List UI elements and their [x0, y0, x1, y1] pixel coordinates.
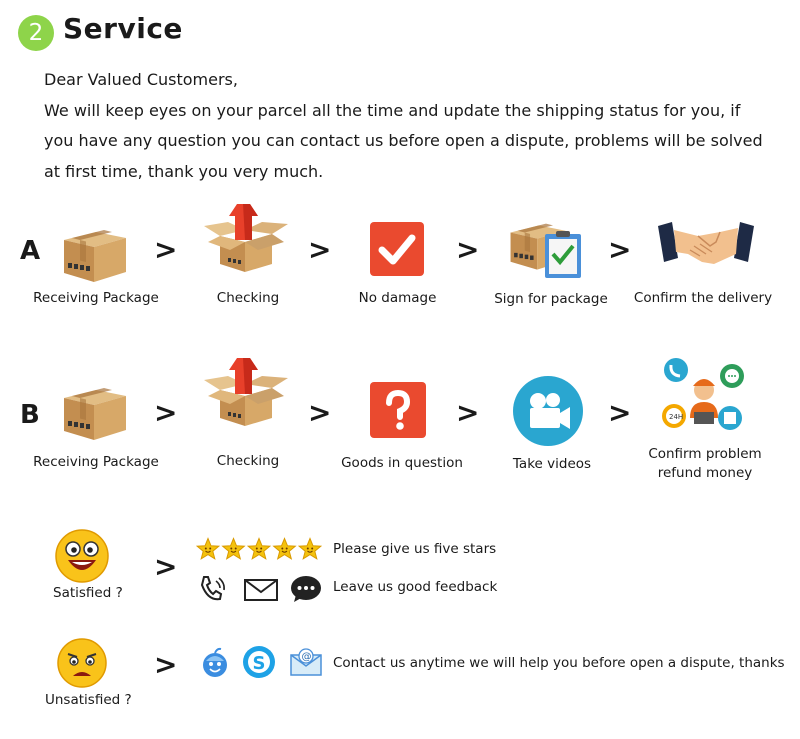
envelope-icon	[244, 579, 278, 601]
contact-text: Contact us anytime we will help you before open a dispute, thanks	[333, 655, 785, 671]
svg-text:@: @	[301, 651, 312, 663]
arrow-icon: >	[154, 648, 178, 681]
satisfied-label: Satisfied ?	[53, 585, 123, 601]
svg-text:S: S	[252, 653, 266, 674]
svg-text:24H: 24H	[669, 413, 684, 421]
step-checking-label: Checking	[216, 290, 280, 306]
intro-line: at first time, thank you very much.	[44, 161, 324, 181]
package-box-icon	[60, 380, 130, 442]
open-box-arrow-icon	[200, 200, 290, 275]
red-checkmark-icon	[370, 222, 424, 276]
row-b-letter: B	[20, 400, 40, 430]
intro-line: you have any question you can contact us before open a dispute, problems will be solved	[44, 131, 763, 150]
skype-icon	[242, 645, 276, 679]
arrow-icon: >	[456, 233, 480, 266]
arrow-icon: >	[308, 396, 332, 429]
row-a-letter: A	[20, 236, 41, 266]
arrow-icon: >	[154, 233, 178, 266]
open-box-arrow-icon	[200, 354, 290, 429]
step-checking-label: Checking	[216, 453, 280, 469]
arrow-icon: >	[154, 396, 178, 429]
email-at-icon	[289, 647, 323, 677]
chat-bubble-icon	[290, 575, 322, 603]
qq-icon	[200, 647, 230, 679]
section-title: Service	[63, 12, 183, 45]
step-goods-in-question-label: Goods in question	[341, 455, 463, 471]
arrow-icon: >	[608, 396, 632, 429]
step-take-videos-label: Take videos	[512, 456, 592, 472]
phone-icon	[198, 575, 228, 603]
five-stars	[196, 537, 322, 561]
step-receiving-package-label: Receiving Package	[33, 290, 159, 306]
label-line: refund money	[657, 465, 753, 481]
happy-face-icon	[54, 528, 110, 584]
feedback-text: Leave us good feedback	[333, 579, 498, 595]
five-stars-text: Please give us five stars	[333, 541, 497, 557]
handshake-icon	[658, 220, 754, 270]
package-box-icon	[60, 222, 130, 284]
customer-service-icon	[660, 356, 752, 436]
intro-paragraph	[44, 65, 784, 187]
step-confirm-refund-label	[636, 445, 774, 483]
box-clipboard-icon	[505, 212, 587, 284]
video-camera-icon	[512, 375, 584, 447]
unsatisfied-label: Unsatisfied ?	[45, 692, 132, 708]
intro-line: We will keep eyes on your parcel all the time and update the shipping status for you, if	[44, 100, 741, 120]
step-receiving-package-label: Receiving Package	[33, 454, 159, 470]
step-number-badge: 2	[18, 15, 54, 51]
arrow-icon: >	[154, 550, 178, 583]
greeting-text: Dear Valued Customers,	[44, 70, 238, 89]
step-confirm-delivery-label: Confirm the delivery	[633, 290, 773, 306]
arrow-icon: >	[608, 233, 632, 266]
sad-face-icon	[56, 637, 108, 689]
label-line: Confirm problem	[648, 446, 762, 462]
arrow-icon: >	[308, 233, 332, 266]
arrow-icon: >	[456, 396, 480, 429]
step-sign-for-package-label: Sign for package	[494, 291, 608, 307]
step-no-damage-label: No damage	[358, 290, 437, 306]
red-question-icon	[370, 382, 426, 438]
